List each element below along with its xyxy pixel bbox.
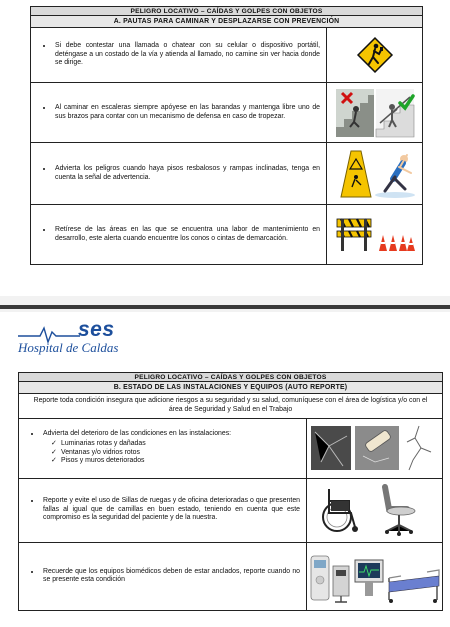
table-row [19,418,443,478]
row-text: • Recuerde que los equipos biomédicos deben de estar anclados, reporte cuando no se presente esta condición [41,568,300,585]
section-title: B. ESTADO DE LAS INSTALACIONES Y EQUIPOS (AUTO REPORTE) [19,382,443,394]
row-text: • Advierta los peligros cuando haya pisos resbalosos y rampas inclinadas, tenga en cuenta la señal de advertencia. [53,165,320,182]
table-instalaciones [18,372,443,611]
page-separator [0,296,450,312]
wheelchair-office-chair-icon [315,483,435,537]
header-title: PELIGRO LOCATIVO – CAÍDAS Y GOLPES CON OBJETOS [31,7,423,16]
logo-brand: ses [78,318,115,341]
table-row [31,205,423,265]
damaged-facilities-icon [309,422,441,474]
header-title: PELIGRO LOCATIVO – CAÍDAS Y GOLPES CON OBJETOS [19,373,443,382]
row-text: Advierta del deterioro de las condiciones en las instalaciones: [43,430,232,438]
row-text: • Si debe contestar una llamada o chatear con su celular o dispositivo portátil, deténgase a un costado de la vía y atienda al llamado, no camine sin ver hacia donde se dirige. [53,42,320,68]
table-row [19,478,443,542]
table-row [31,28,423,83]
check-item: ✓ Ventanas y/o vidrios rotos [51,449,300,458]
table-caminar [30,6,423,265]
logo-hospital-name: Hospital de Caldas [18,340,119,355]
check-item: ✓ Luminarias rotas y dañadas [51,440,300,449]
row-text: • Al caminar en escaleras siempre apóyese en las barandas y mantenga libre uno de sus brazos para contar con un mecanismo de defensa en caso de tropezar. [53,104,320,121]
barrier-cones-icon [333,215,417,255]
table-row [31,143,423,205]
row-text: • Reporte y evite el uso de Sillas de ruegas y de oficina deterioradas o que presenten fallas al igual que de camillas en buen estado, teniendo en cuenta que este compromiso es la seguridad del paciente y de la nuestra. [41,497,300,523]
page-separator-line [0,305,450,309]
table-row [19,542,443,610]
biomedical-equipment-icon [309,548,441,604]
intro-text: Reporte toda condición insegura que adicione riesgos a su seguridad y su salud, comuníquese con el área de logística y/o con el área de Seguridad y Salud en el Trabajo [19,394,443,419]
check-item: ✓ Pisos y muros deteriorados [51,457,300,466]
table-row [31,83,423,143]
wet-floor-sign-icon [333,147,417,201]
document-page-1 [0,0,450,296]
row-text: • Retírese de las áreas en las que se encuentra una labor de mantenimiento en desarrollo, este alerta cuando encuentre los conos o cintas de demarcación. [53,226,320,243]
section-title: A. PAUTAS PARA CAMINAR Y DESPLAZARSE CON PREVENCIÓN [31,16,423,28]
phone-walking-warning-icon [355,35,395,75]
hospital-logo [18,318,148,362]
stairs-handrail-icon [334,87,416,139]
